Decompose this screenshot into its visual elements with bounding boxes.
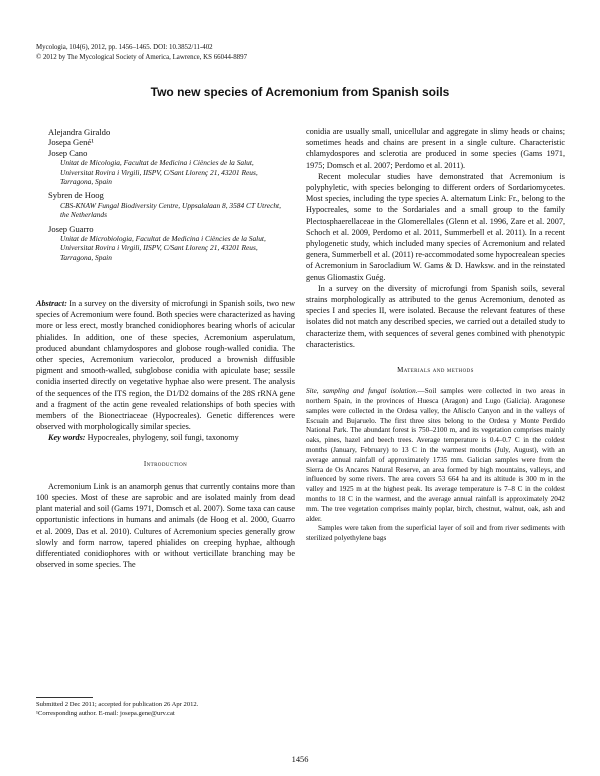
abstract-text: In a survey on the diversity of microfungi in Spanish soils, two new species of Acremonium were found. Both species were characterized as having more or less erect, mostly branched conidiophores bearing whorls of acicular phialides. In addition, one of these species, Acremonium asperulatum, produced abundant chlamydospores and globose rough-walled conidia. The other species, Acremonium variecolor, produced a brownish diffusible pigment and smooth-walled, subglobose conidia with apiculate base; sessile conidia inserted directly on vegetative hyphae also were present. The analysis of the sequences of the ITS region, the D1/D2 domains of the 28S rRNA gene and a fragment of the actin gene revealed relationships of both species with members of the Bionectriaceae (Hypocreales). Genetic differences were observed with morphologically similar species. xyxy=(36,299,295,432)
introduction-paragraph-continued: conidia are usually small, unicellular and aggregate in slimy heads or chains; sometimes heads and chains are present in a single culture. Characteristic chlamydospores and sclerotia are produced in some species (Gams 1971, 1975; Domsch et al. 2007; Perdomo et al. 2011). xyxy=(306,127,565,170)
author-name: Josep Guarro xyxy=(48,223,94,234)
citation-line-1: Mycologia, 104(6), 2012, pp. 1456–1465. DOI: 10.3852/11-402 xyxy=(36,44,213,51)
submission-note: Submitted 2 Dec 2011; accepted for publication 26 Apr 2012. xyxy=(36,701,199,708)
page-number: 1456 xyxy=(291,755,309,764)
author-name: Sybren de Hoog xyxy=(48,190,104,201)
citation-header xyxy=(36,43,436,62)
introduction-paragraph: In a survey on the diversity of microfungi from Spanish soils, several strains morphologically as attributed to the genus Acremonium, denoted as species I and species II, were isolated. Because the relevant features of these isolates did not match any described species, we carried out a detailed study to characterize them, with sequences of several genes combined with phenotypic characteristics. xyxy=(306,283,565,349)
citation-line-2: © 2012 by The Mycological Society of America, Lawrence, KS 66044-8897 xyxy=(36,53,248,61)
introduction-paragraph: Acremonium Link is an anamorph genus that currently contains more than 100 species. Most of these are saprobic and are isolated mainly from dead plant material and soil (Gams 1971, Domsch et al. 2007). Some taxa can cause opportunistic infections in humans and animals (de Hoog et al. 2000, Guarro et al. 2009, Das et al. 2010). Cultures of Acremonium species generally grow slowly and form narrow, tapered phialides on creeping hyphae, although differentiated conidiophores with or without verticillate branching may be observed in some species. The xyxy=(36,481,295,570)
left-column xyxy=(36,298,295,570)
footnotes xyxy=(36,700,295,718)
methods-text: —Soil samples were collected in two areas in northern Spain, in the provinces of Huesca (Aragon) and Lugo (Galicia). Aragonese samples were collected in the Ordesa valley, the Añisclo Canyon and in the valleys of Escuaín and Bujaruelo. The first three sites belong to the Ordesa y Monte Perdido National Park. The abundant forest is 750–2100 m, and its vegetation comprises mainly oaks, pines, hazel and beech trees. Average temperature is 0.4–0.7 C in the coldest months (January, February) to 13 C in the warmest months (July, August), with an average annual rainfall of approximately 1735 mm. Galician samples were from the Sierra de Os Ancares Natural Reserve, an area formed by high mountains, valleys, and influenced by some rivers. The area covers 53 664 ha and its altitude is 300 m in the valley and 1925 m at the highest peak. Its average temperature is 7–8 C in the coldest months to 18 C in the warmest, and the average annual rainfall is approximately 2042 mm. The tree vegetation comprises mainly poplar, birch, chestnut, walnut, oak, ash and alder. xyxy=(306,387,565,523)
introduction-paragraph: Recent molecular studies have demonstrated that Acremonium is polyphyletic, with species belonging to different orders of Sordariomycetes. Most species, including the type species A. alternatum Link: Fr., belong to the Hypocreales, some to the Sordariales and a small group to the family Plectosphaerellaceae in the Glomerellales (Glenn et al. 1996, Zare et al. 2007, Schoch et al. 2009, Perdomo et al. 2011, Summerbell et al. 2011). In a recent phylogenetic study, which included many species of Acremonium and related genera, Summerbell et al. (2011) re-accommodated some hypocrealean species of Acremonium in Sarocladium W. Gams & D. Hawksw. and in the reinstated genus Gliomastix Guég. xyxy=(306,171,565,282)
author-name: Josepa Gené¹ xyxy=(48,137,94,148)
footnote-divider xyxy=(36,697,93,698)
author-block xyxy=(48,127,283,262)
corresponding-author-note: ¹Corresponding author. E-mail: josepa.gene@urv.cat xyxy=(36,710,175,718)
keywords xyxy=(36,432,295,443)
author-name: Alejandra Giraldo xyxy=(48,127,111,137)
keywords-label: Key words: xyxy=(48,433,86,443)
keywords-text: Hypocreales, phylogeny, soil fungi, taxonomy xyxy=(87,433,239,443)
author-name: Josep Cano xyxy=(48,147,88,158)
author-affiliation: Unitat de Microbiologia, Facultat de Medicina i Ciències de la Salut, Universitat Rovira i Virgili, IISPV, C/Sant Llorenç 21, 43201 Reus, Tarragona, Spain xyxy=(60,234,266,262)
introduction-heading: Introduction xyxy=(143,459,188,468)
author-affiliation: Unitat de Micologia, Facultat de Medicina i Ciències de la Salut, Universitat Rovira i Virgili, IISPV, C/Sant Llorenç 21, 43201 Reus, Tarragona, Spain xyxy=(60,158,258,187)
article-title: Two new species of Acremonium from Spanish soils xyxy=(150,85,450,99)
methods-subheading: Site, sampling and fungal isolation. xyxy=(306,387,418,396)
right-column xyxy=(306,126,565,544)
methods-heading: Materials and methods xyxy=(397,366,474,375)
abstract xyxy=(36,298,295,432)
methods-paragraph: Samples were taken from the superficial layer of soil and from river sediments with sterilized polyethylene bags xyxy=(306,524,565,543)
methods-paragraph xyxy=(306,387,565,524)
author-affiliation: CBS-KNAW Fungal Biodiversity Centre, Uppsalalaan 8, 3584 CT Utrecht, the Netherlands xyxy=(60,200,281,220)
abstract-label: Abstract: xyxy=(36,299,67,308)
